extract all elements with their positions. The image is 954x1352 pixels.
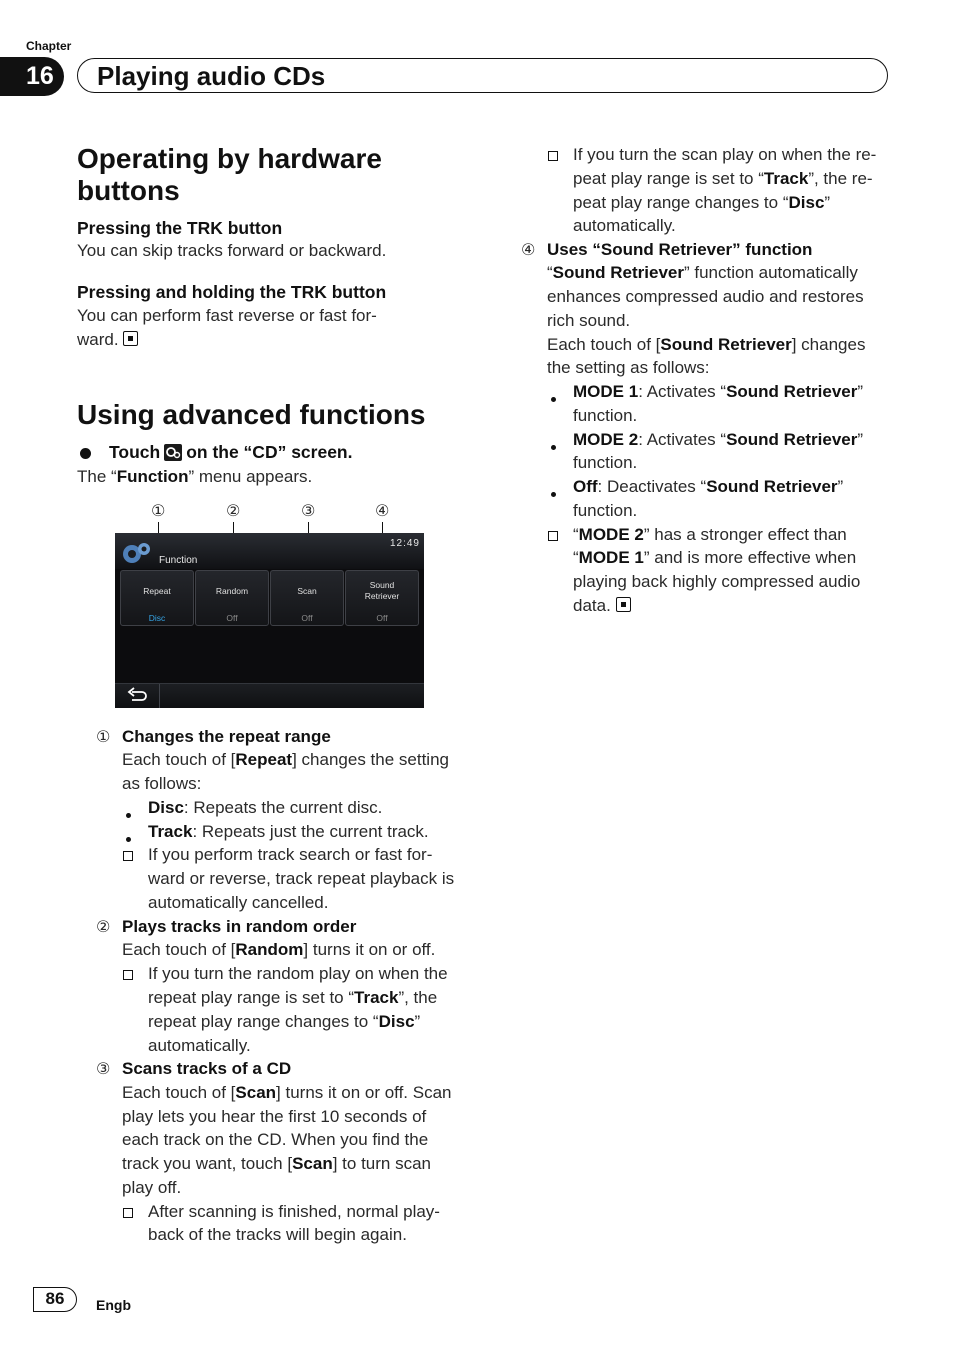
item-2-note-4: automatically. — [148, 1036, 251, 1055]
heading-operating-hardware-buttons: Operating by hardware buttons — [77, 143, 382, 206]
callout-4: ④ — [375, 503, 390, 520]
step-touch-rest: on the “CD” screen. — [186, 442, 353, 462]
bullet-icon — [126, 829, 131, 847]
heading-pressing-trk: Pressing the TRK button — [77, 218, 283, 238]
sound-retriever-label: Sound Retriever — [364, 580, 400, 601]
mode-note-line-1: “MODE 2” has a stronger effect than — [573, 525, 847, 544]
item-4-line-2: enhances compressed audio and restores — [547, 287, 864, 306]
function-menu-screenshot — [115, 533, 424, 708]
mode-note-line-3: playing back highly compressed audio — [573, 572, 861, 591]
chapter-label: Chapter — [26, 39, 72, 53]
chapter-title: Playing audio CDs — [97, 61, 326, 91]
mode-note-line-4-text: data. — [573, 596, 611, 615]
item-1-disc: Disc: Repeats the current disc. — [148, 798, 383, 817]
item-1-line-1: Each touch of [Repeat] changes the setting — [122, 750, 449, 769]
back-arrow-icon — [115, 684, 159, 708]
bullet-icon — [551, 389, 556, 407]
mode-2-line: MODE 2: Activates “Sound Retriever” — [573, 430, 864, 449]
mode-note-line-2: “MODE 1” and is more effective when — [573, 548, 857, 567]
note-square-icon — [548, 529, 558, 547]
item-4-line-5: the setting as follows: — [547, 358, 710, 377]
item-3-note-2: back of the tracks will begin again. — [148, 1225, 407, 1244]
item-3-line-1: Each touch of [Scan] turns it on or off. Scan — [122, 1083, 452, 1102]
callout-3: ③ — [301, 503, 316, 520]
sound-retriever-button[interactable] — [345, 570, 419, 626]
off-function: function. — [573, 501, 638, 520]
text-function-menu-appears: The “Function” menu appears. — [77, 467, 313, 486]
item-4-line-1: “Sound Retriever” function automatically — [547, 263, 858, 282]
heading-using-advanced-functions: Using advanced functions — [77, 399, 426, 430]
end-of-section-icon — [616, 597, 631, 612]
bullet-icon — [551, 437, 556, 455]
mode-1-function: function. — [573, 406, 638, 425]
text-fast-reverse-2-text: ward. — [77, 330, 119, 349]
item-4-title: Uses “Sound Retriever” function — [547, 240, 813, 259]
item-1-track: Track: Repeats just the current track. — [148, 822, 429, 841]
random-label: Random — [215, 586, 249, 596]
item-3-line-2: play lets you hear the first 10 seconds of — [122, 1107, 427, 1126]
item-4-number: ④ — [521, 242, 536, 259]
scan-label: Scan — [297, 586, 317, 596]
page-number: 86 — [33, 1287, 77, 1312]
end-of-section-icon — [123, 331, 138, 346]
item-3-number: ③ — [96, 1061, 111, 1078]
scan-note-line-4: automatically. — [573, 216, 676, 235]
language-code: Engb — [96, 1297, 131, 1313]
item-1-number: ① — [96, 729, 111, 746]
item-1-note-2: ward or reverse, track repeat playback is — [148, 869, 455, 888]
mode-1-line: MODE 1: Activates “Sound Retriever” — [573, 382, 864, 401]
scan-note-line-1: If you turn the scan play on when the re- — [573, 145, 877, 164]
item-2-note-2: repeat play range is set to “Track”, the — [148, 988, 438, 1007]
screen-clock: 12:49 — [389, 538, 420, 549]
item-3-title: Scans tracks of a CD — [122, 1059, 292, 1078]
note-square-icon — [548, 149, 558, 167]
scan-button[interactable] — [270, 570, 344, 626]
heading-holding-trk: Pressing and holding the TRK button — [77, 282, 387, 302]
item-2-number: ② — [96, 919, 111, 936]
screen-bottom-bar — [115, 683, 424, 708]
item-1-title: Changes the repeat range — [122, 727, 331, 746]
item-1-note-3: automatically cancelled. — [148, 893, 329, 912]
item-3-line-3: each track on the CD. When you find the — [122, 1130, 429, 1149]
bullet-icon — [126, 805, 131, 823]
random-value: Off — [226, 613, 238, 623]
step-touch-function — [109, 440, 353, 464]
item-2-line-1: Each touch of [Random] turns it on or off. — [122, 940, 436, 959]
scan-note-line-2: peat play range is set to “Track”, the re- — [573, 169, 873, 188]
function-settings-icon — [164, 444, 182, 461]
item-1-line-2: as follows: — [122, 774, 202, 793]
bullet-icon — [551, 484, 556, 502]
mode-2-function: function. — [573, 453, 638, 472]
text-fast-reverse-2 — [77, 328, 138, 352]
note-square-icon — [123, 1206, 133, 1224]
callout-1: ① — [151, 503, 166, 520]
sound-retriever-value: Off — [376, 613, 388, 623]
off-line: Off: Deactivates “Sound Retriever” — [573, 477, 844, 496]
text-fast-reverse-1: You can perform fast reverse or fast for- — [77, 306, 377, 325]
note-square-icon — [123, 968, 133, 986]
item-1-note-1: If you perform track search or fast for- — [148, 845, 433, 864]
scan-value: Off — [301, 613, 313, 623]
repeat-label: Repeat — [143, 586, 171, 596]
item-4-line-3: rich sound. — [547, 311, 631, 330]
item-2-title: Plays tracks in random order — [122, 917, 357, 936]
step-bullet-icon — [80, 446, 91, 464]
repeat-button[interactable] — [120, 570, 194, 626]
back-button[interactable] — [115, 684, 160, 708]
item-3-line-4: track you want, touch [Scan] to turn scan — [122, 1154, 432, 1173]
scan-note-line-3: peat play range changes to “Disc” — [573, 193, 831, 212]
item-4-line-4: Each touch of [Sound Retriever] changes — [547, 335, 866, 354]
text-skip-tracks: You can skip tracks forward or backward. — [77, 241, 387, 260]
step-touch-label: Touch — [109, 442, 161, 462]
random-button[interactable] — [195, 570, 269, 626]
callout-2: ② — [226, 503, 241, 520]
repeat-value: Disc — [148, 613, 166, 623]
item-3-note-1: After scanning is finished, normal play- — [148, 1202, 440, 1221]
item-2-note-1: If you turn the random play on when the — [148, 964, 448, 983]
mode-note-line-4 — [573, 594, 631, 618]
screen-title: Function — [159, 555, 198, 566]
note-square-icon — [123, 849, 133, 867]
function-gear-icon — [119, 539, 153, 569]
item-3-line-5: play off. — [122, 1178, 182, 1197]
item-2-note-3: repeat play range changes to “Disc” — [148, 1012, 421, 1031]
chapter-number: 16 — [0, 57, 64, 96]
